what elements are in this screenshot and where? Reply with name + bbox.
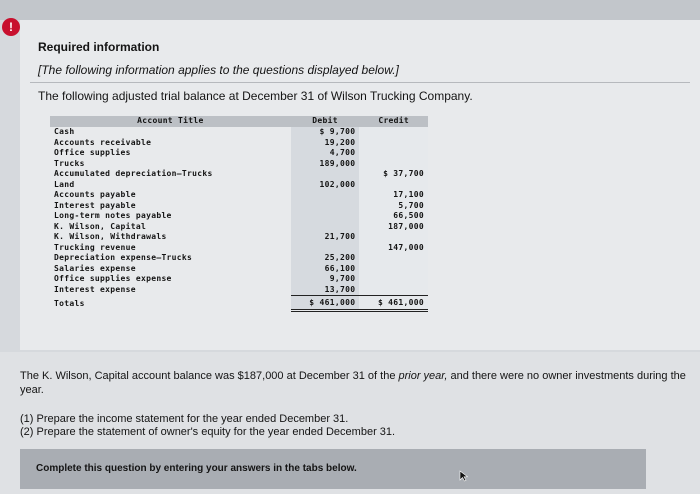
credit-cell (359, 138, 428, 149)
account-title: Long-term notes payable (54, 211, 172, 220)
account-title: K. Wilson, Capital (54, 221, 147, 231)
table-row (50, 222, 428, 233)
table-header-row (50, 116, 428, 127)
credit-cell (359, 127, 428, 138)
section-heading: Required information (38, 40, 160, 54)
table-row (50, 274, 428, 285)
debit-cell: 21,700 (291, 232, 360, 243)
totals-label: Totals (54, 298, 85, 308)
credit-cell: 66,500 (359, 211, 428, 222)
credit-cell (359, 232, 428, 243)
account-title: K. Wilson, Withdrawals (54, 232, 167, 241)
account-title: Accounts payable (54, 190, 136, 199)
debit-cell: 189,000 (291, 159, 360, 170)
credit-cell: 147,000 (359, 243, 428, 254)
account-title: Office supplies (54, 148, 131, 157)
table-row (50, 190, 428, 201)
credit-cell (359, 253, 428, 264)
account-title: Salaries expense (54, 263, 136, 273)
divider (30, 82, 690, 83)
table-row (50, 232, 428, 243)
header-debit: Debit (291, 116, 360, 127)
top-strip (0, 0, 700, 20)
debit-cell (291, 169, 360, 180)
capital-note-emphasis: prior year, (398, 370, 448, 382)
account-title: Depreciation expense—Trucks (54, 253, 193, 262)
credit-cell (359, 180, 428, 191)
credit-cell (359, 159, 428, 170)
debit-cell: 66,100 (291, 264, 360, 275)
table-row (50, 127, 428, 138)
intro-text: The following adjusted trial balance at December 31 of Wilson Trucking Company. (38, 89, 473, 103)
credit-cell: 17,100 (359, 190, 428, 201)
requirement-2: (2) Prepare the statement of owner's equity for the year ended December 31. (20, 426, 396, 438)
account-title: Trucks (54, 158, 85, 168)
account-title: Accumulated depreciation—Trucks (54, 169, 213, 178)
debit-cell (291, 243, 360, 254)
credit-cell: $ 37,700 (359, 169, 428, 180)
table-row (50, 264, 428, 275)
info-note: [The following information applies to the questions displayed below.] (38, 63, 399, 77)
header-credit: Credit (359, 116, 428, 127)
capital-note-after: and there were no owner investments during the year. (20, 370, 686, 396)
table-row (50, 201, 428, 212)
capital-note-before: The K. Wilson, Capital account balance was $187,000 at December 31 of the (20, 370, 399, 382)
debit-cell (291, 211, 360, 222)
account-title: Trucking revenue (54, 242, 136, 252)
table-row (50, 253, 428, 264)
capital-note (20, 369, 700, 397)
total-debit: $ 461,000 (291, 296, 360, 311)
credit-cell (359, 285, 428, 296)
account-title: Office supplies expense (54, 274, 172, 283)
requirement-1: (1) Prepare the income statement for the year ended December 31. (20, 413, 349, 425)
account-title: Interest payable (54, 200, 136, 210)
debit-cell: $ 9,700 (291, 127, 360, 138)
credit-cell: 187,000 (359, 222, 428, 233)
totals-row (50, 296, 428, 311)
debit-cell: 19,200 (291, 138, 360, 149)
debit-cell: 4,700 (291, 148, 360, 159)
header-account-title: Account Title (50, 116, 291, 127)
table-row (50, 159, 428, 170)
table-row (50, 180, 428, 191)
credit-cell: 5,700 (359, 201, 428, 212)
table-row (50, 285, 428, 296)
mouse-pointer-icon (459, 470, 469, 482)
debit-cell: 102,000 (291, 180, 360, 191)
trial-balance-table (50, 116, 428, 312)
debit-cell: 13,700 (291, 285, 360, 296)
debit-cell (291, 222, 360, 233)
table-row (50, 211, 428, 222)
instruction-text: Complete this question by entering your answers in the tabs below. (36, 463, 357, 474)
account-title: Cash (54, 127, 75, 136)
debit-cell (291, 201, 360, 212)
table-row (50, 148, 428, 159)
account-title: Land (54, 179, 75, 189)
table-row (50, 169, 428, 180)
credit-cell (359, 274, 428, 285)
credit-cell (359, 264, 428, 275)
debit-cell: 25,200 (291, 253, 360, 264)
table-row (50, 243, 428, 254)
debit-cell (291, 190, 360, 201)
credit-cell (359, 148, 428, 159)
account-title: Interest expense (54, 284, 136, 294)
total-credit: $ 461,000 (359, 296, 428, 311)
alert-icon: ! (2, 18, 20, 36)
debit-cell: 9,700 (291, 274, 360, 285)
account-title: Accounts receivable (54, 137, 152, 147)
table-row (50, 138, 428, 149)
